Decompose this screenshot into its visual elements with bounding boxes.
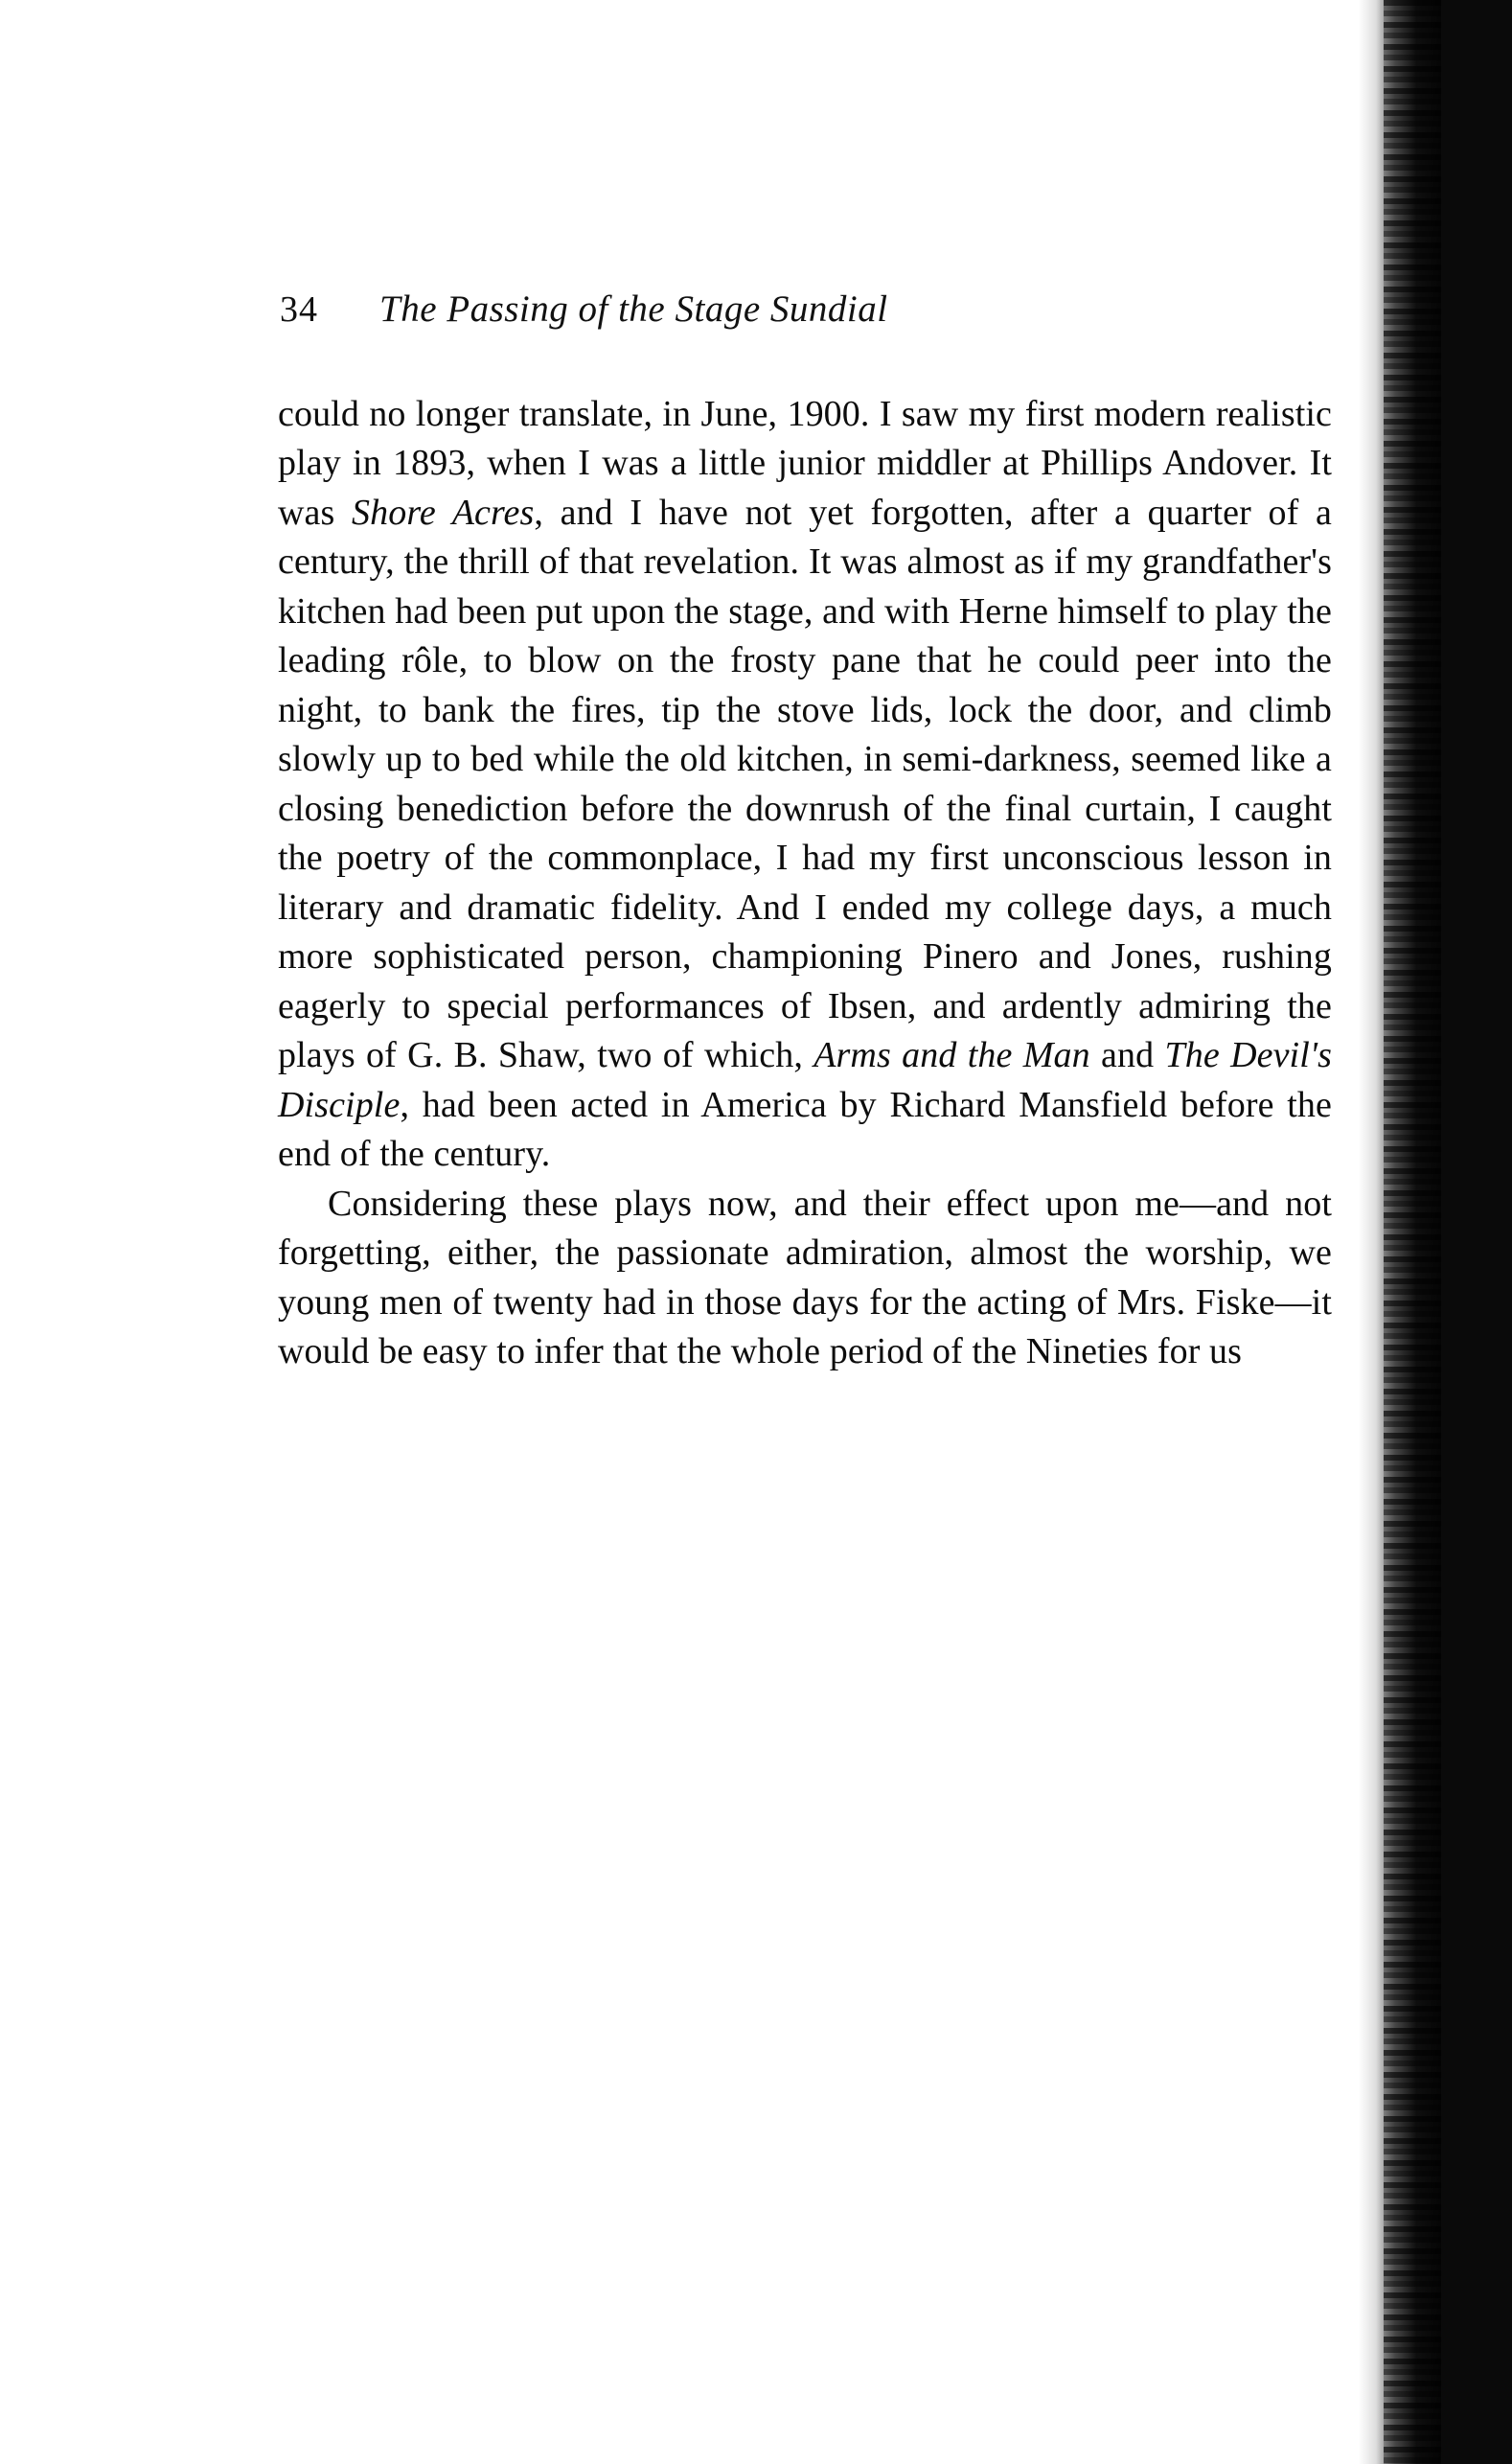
body-text	[278, 390, 1332, 1377]
paragraph	[278, 1180, 1332, 1377]
running-title: The Passing of the Stage Sundial	[379, 288, 888, 330]
page-text-block	[278, 288, 1332, 1377]
italic-title: The Devil's Disciple	[278, 1035, 1332, 1125]
text-run: could no longer translate, in June, 1900. I saw my first modern realistic play in 1893, when I was a little junior middler at Phillips Andover. It was	[278, 394, 1332, 533]
scan-gutter-edge	[1441, 0, 1512, 2464]
text-run: Considering these plays now, and their effect upon me—and not forgetting, either, the passionate admiration, almost the worship, we young men of twenty had in those days for the acting of Mrs. Fiske—it would be easy to infer that the whole period of the Nineties for us	[278, 1183, 1332, 1372]
italic-title: Shore Acres	[352, 492, 535, 533]
page-header	[278, 288, 1332, 331]
page-number: 34	[280, 289, 318, 330]
text-run: and	[1089, 1035, 1165, 1076]
paragraph	[278, 390, 1332, 1180]
text-run: , had been acted in America by Richard Mansfield before the end of the century.	[278, 1084, 1332, 1175]
italic-title: Arms and the Man	[813, 1035, 1090, 1076]
scan-gutter-texture	[1384, 0, 1441, 2464]
scan-gutter-shadow	[1349, 0, 1512, 2464]
text-run: , and I have not yet forgotten, after a quarter of a century, the thrill of that revelation. It was almost as if my grandfather's kitchen had been put upon the stage, and with Herne himself to play the leading rôle, to blow on the frosty pane that he could peer into the night, to bank the fires, tip the stove lids, lock the door, and climb slowly up to bed while the old kitchen, in semi-darkness, seemed like a closing benediction before the downrush of the final curtain, I caught the poetry of the commonplace, I had my first unconscious lesson in literary and dramatic fidelity. And I ended my college days, a much more sophisticated person, championing Pinero and Jones, rushing eagerly to special performances of Ibsen, and ardently admiring the plays of G. B. Shaw, two of which,	[278, 492, 1332, 1076]
